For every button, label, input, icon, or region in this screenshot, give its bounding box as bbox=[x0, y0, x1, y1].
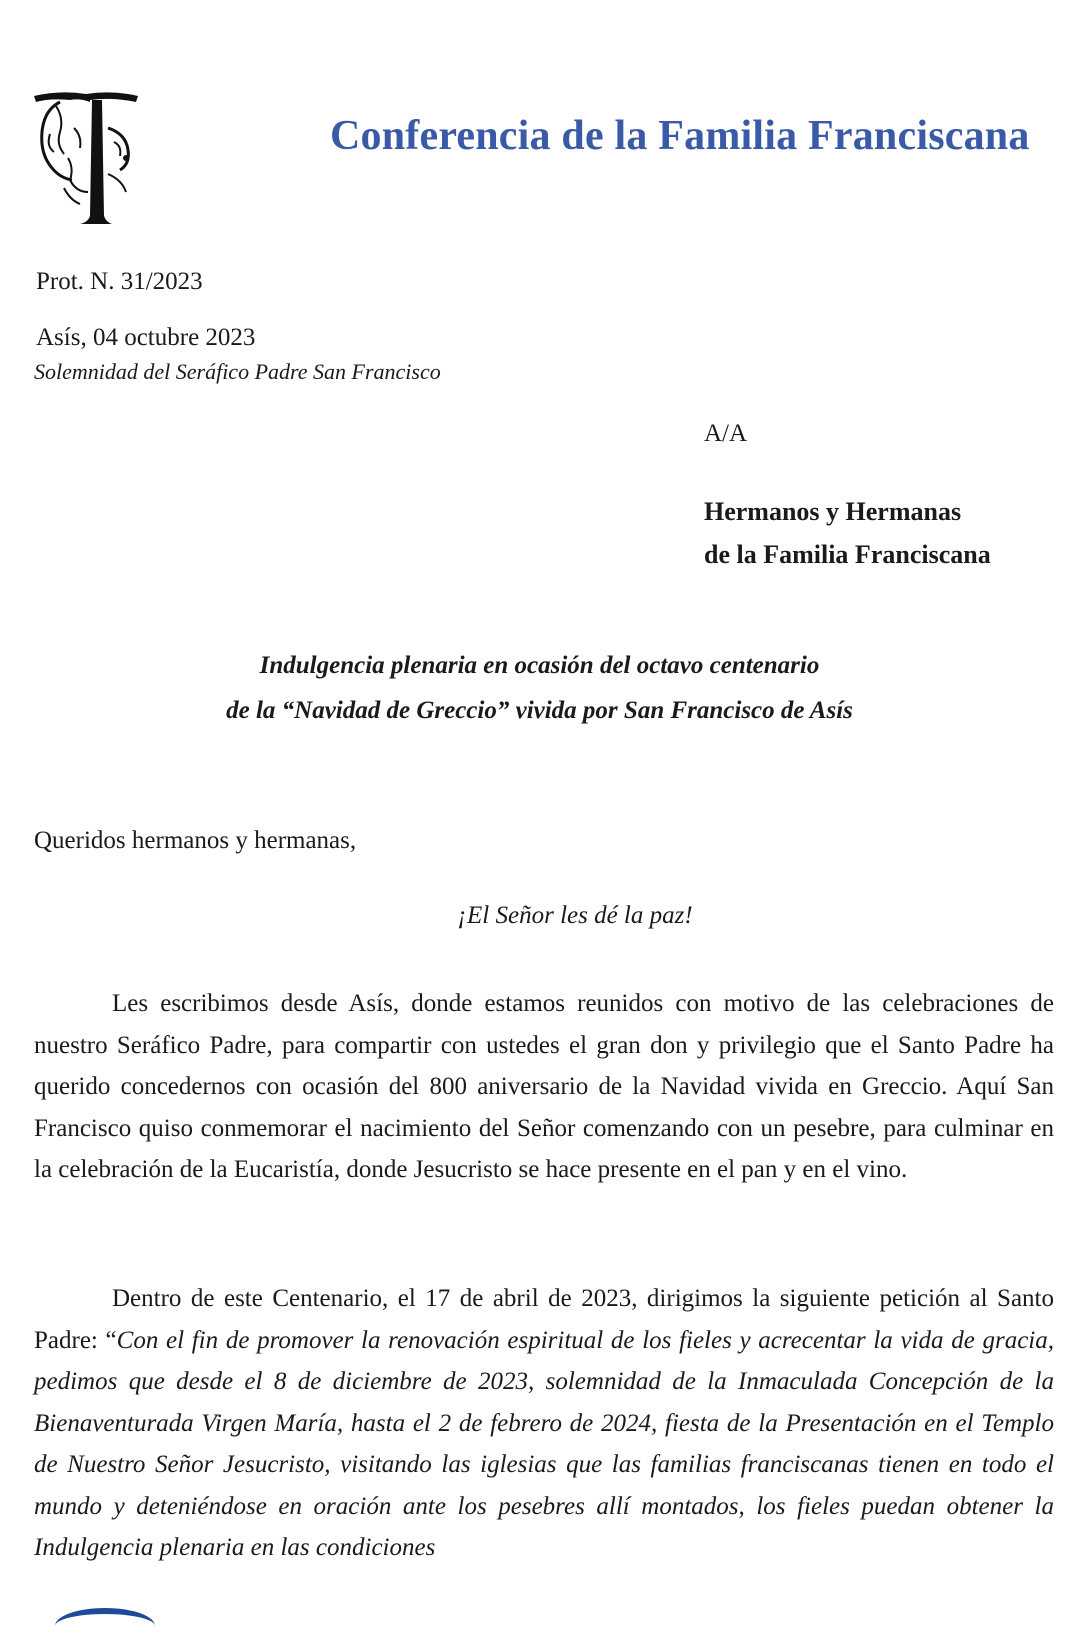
paragraph-2 bbox=[34, 1278, 1054, 1569]
franciscan-tau-logo bbox=[30, 88, 142, 228]
blessing: ¡El Señor les dé la paz! bbox=[457, 902, 693, 929]
addressee-prefix: A/A bbox=[704, 420, 748, 447]
paragraph-2-lead: Dentro de este Centenario, el 17 de abril de 2023, dirigimos la siguiente petición al Santo Padre: “ bbox=[34, 1285, 1054, 1354]
paragraph-2-quote: Con el fin de promover la renovación espiritual de los fieles y acrecentar la vida de gracia, pedimos que desde el 8 de diciembre de 2023, solemnidad de la Inmaculada Concepción de la Bienaventurada Virgen María, hasta el 2 de febrero de 2024, fiesta de la Presentación en el Templo de Nuestro Señor Jesucristo, visitando las iglesias que las familias franciscanas tienen en todo el mundo y deteniéndose en oración ante los pesebres allí montados, los fieles puedan obtener la Indulgencia plenaria en las condiciones bbox=[34, 1326, 1054, 1561]
bottom-seal-edge bbox=[55, 1608, 155, 1644]
addressee-line-1: Hermanos y Hermanas bbox=[704, 497, 962, 526]
organization-title: Conferencia de la Familia Franciscana bbox=[330, 113, 1030, 159]
subject-line-1: Indulgencia plenaria en ocasión del octavo centenario bbox=[259, 652, 820, 679]
place-date: Asís, 04 octubre 2023 bbox=[36, 324, 256, 351]
greeting: Queridos hermanos y hermanas, bbox=[34, 827, 357, 854]
subject-line-2: de la “Navidad de Greccio” vivida por San Francisco de Asís bbox=[226, 697, 853, 724]
solemnity-line: Solemnidad del Seráfico Padre San Francisco bbox=[34, 359, 441, 384]
paragraph-1-text: Les escribimos desde Asís, donde estamos reunidos con motivo de las celebraciones de nuestro Seráfico Padre, para compartir con ustedes el gran don y privilegio que el Santo Padre ha querido concedernos con ocasión del 800 aniversario de la Navidad vivida en Greccio. Aquí San Francisco quiso conmemorar el nacimiento del Señor comenzando con un pesebre, para culminar en la celebración de la Eucaristía, donde Jesucristo se hace presente en el pan y en el vino. bbox=[34, 990, 1054, 1183]
addressee-line-2: de la Familia Franciscana bbox=[704, 540, 991, 569]
protocol-number: Prot. N. 31/2023 bbox=[36, 268, 203, 295]
paragraph-1 bbox=[34, 983, 1054, 1191]
